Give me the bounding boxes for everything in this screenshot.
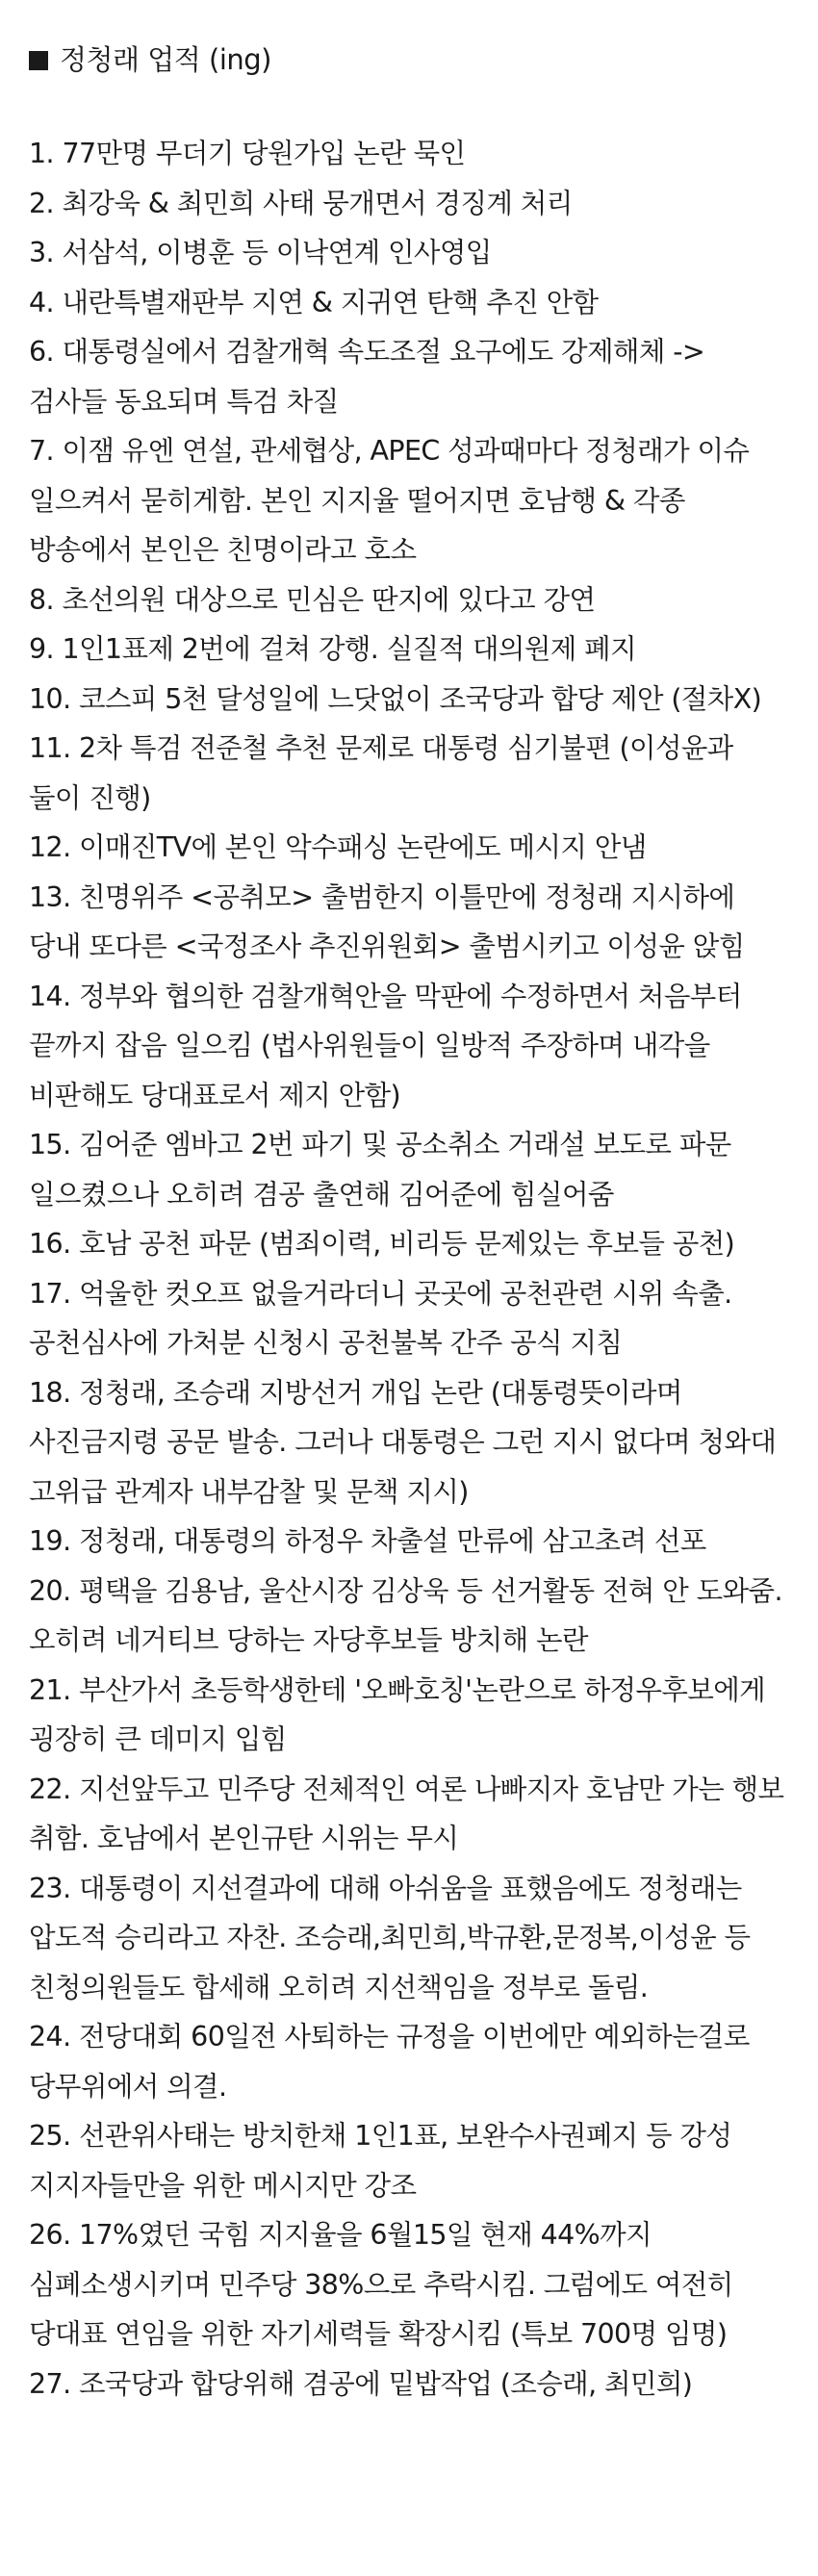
document-title-row <box>29 37 789 83</box>
list-item: 8. 초선의원 대상으로 민심은 딴지에 있다고 강연 <box>29 583 596 616</box>
list-item: 9. 1인1표제 2번에 걸쳐 강행. 실질적 대의원제 폐지 <box>29 633 637 665</box>
list-item: 18. 정청래, 조승래 지방선거 개입 논란 (대통령뜻이라며 사진금지령 공문 발송. 그러나 대통령은 그런 지시 없다며 청와대 고위급 관계자 내부감찰 및 문책 지시) <box>29 1376 777 1508</box>
list-item: 19. 정청래, 대통령의 하정우 차출설 만류에 삼고초려 선포 <box>29 1525 706 1557</box>
list-item: 22. 지선앞두고 민주당 전체적인 여론 나빠지자 호남만 가는 행보 취함. 호남에서 본인규탄 시위는 무시 <box>29 1773 784 1854</box>
list-item: 12. 이매진TV에 본인 악수패싱 논란에도 메시지 안냄 <box>29 831 647 863</box>
list-item: 27. 조국당과 합당위해 겸공에 밑밥작업 (조승래, 최민희) <box>29 2367 693 2400</box>
list-item: 2. 최강욱 & 최민희 사태 뭉개면서 경징계 처리 <box>29 187 573 219</box>
list-item: 1. 77만명 무더기 당원가입 논란 묵인 <box>29 138 466 169</box>
list-item: 11. 2차 특검 전준철 추천 문제로 대통령 심기불편 (이성윤과 둘이 진행) <box>29 732 733 814</box>
list-item: 10. 코스피 5천 달성일에 느닷없이 조국당과 합당 제안 (절차X) <box>29 682 762 715</box>
list-item: 17. 억울한 컷오프 없을거라더니 곳곳에 공천관련 시위 속출. 공천심사에 가처분 신청시 공천불복 간주 공식 지침 <box>29 1277 732 1359</box>
list-item: 6. 대통령실에서 검찰개혁 속도조절 요구에도 강제해체 -> 검사들 동요되며 특검 차질 <box>29 336 705 418</box>
list-item: 25. 선관위사태는 방치한채 1인1표, 보완수사권폐지 등 강성 지지자들만을 위한 메시지만 강조 <box>29 2120 732 2202</box>
black-square-icon <box>29 51 48 70</box>
list-item: 13. 친명위주 <공취모> 출범한지 이틀만에 정청래 지시하에 당내 또다른 <국정조사 추진위원회> 출범시키고 이성윤 앉힘 <box>29 880 745 962</box>
list-item: 23. 대통령이 지선결과에 대해 아쉬움을 표했음에도 정청래는 압도적 승리라고 자찬. 조승래,최민희,박규환,문정복,이성윤 등 친청의원들도 합세해 오히려 지선책임을 정부로 돌림. <box>29 1872 751 2003</box>
list-item: 14. 정부와 협의한 검찰개혁안을 막판에 수정하면서 처음부터 끝까지 잡음 일으킴 (법사위원들이 일방적 주장하며 내각을 비판해도 당대표로서 제지 안함) <box>29 980 742 1111</box>
list-item: 24. 전당대회 60일전 사퇴하는 규정을 이번에만 예외하는걸로 당무위에서 의결. <box>29 2021 750 2103</box>
list-item: 21. 부산가서 초등학생한테 '오빠호칭'논란으로 하정우후보에게 굉장히 큰 데미지 입힘 <box>29 1673 766 1755</box>
list-item: 3. 서삼석, 이병훈 등 이낙연계 인사영입 <box>29 237 492 268</box>
list-item: 16. 호남 공천 파문 (범죄이력, 비리등 문제있는 후보들 공천) <box>29 1228 735 1260</box>
achievement-list <box>29 129 789 2409</box>
list-item: 4. 내란특별재판부 지연 & 지귀연 탄핵 추진 안함 <box>29 286 599 319</box>
document-title: 정청래 업적 (ing) <box>60 43 271 76</box>
list-item: 15. 김어준 엠바고 2번 파기 및 공소취소 거래설 보도로 파문 일으켰으나 오히려 겸공 출연해 김어준에 힘실어줌 <box>29 1129 731 1211</box>
list-item: 20. 평택을 김용남, 울산시장 김상욱 등 선거활동 전혀 안 도와줌. 오히려 네거티브 당하는 자당후보들 방치해 논란 <box>29 1574 782 1656</box>
list-item: 26. 17%였던 국힘 지지율을 6월15일 현재 44%까지 심폐소생시키며 민주당 38%으로 추락시킴. 그럼에도 여전히 당대표 연임을 위한 자기세력들 확장시킴 (특보 700명 임명) <box>29 2219 733 2350</box>
list-item: 7. 이잼 유엔 연설, 관세협상, APEC 성과때마다 정청래가 이슈 일으켜서 묻히게함. 본인 지지율 떨어지면 호남행 & 각종 방송에서 본인은 친명이라고 호소 <box>29 435 750 566</box>
